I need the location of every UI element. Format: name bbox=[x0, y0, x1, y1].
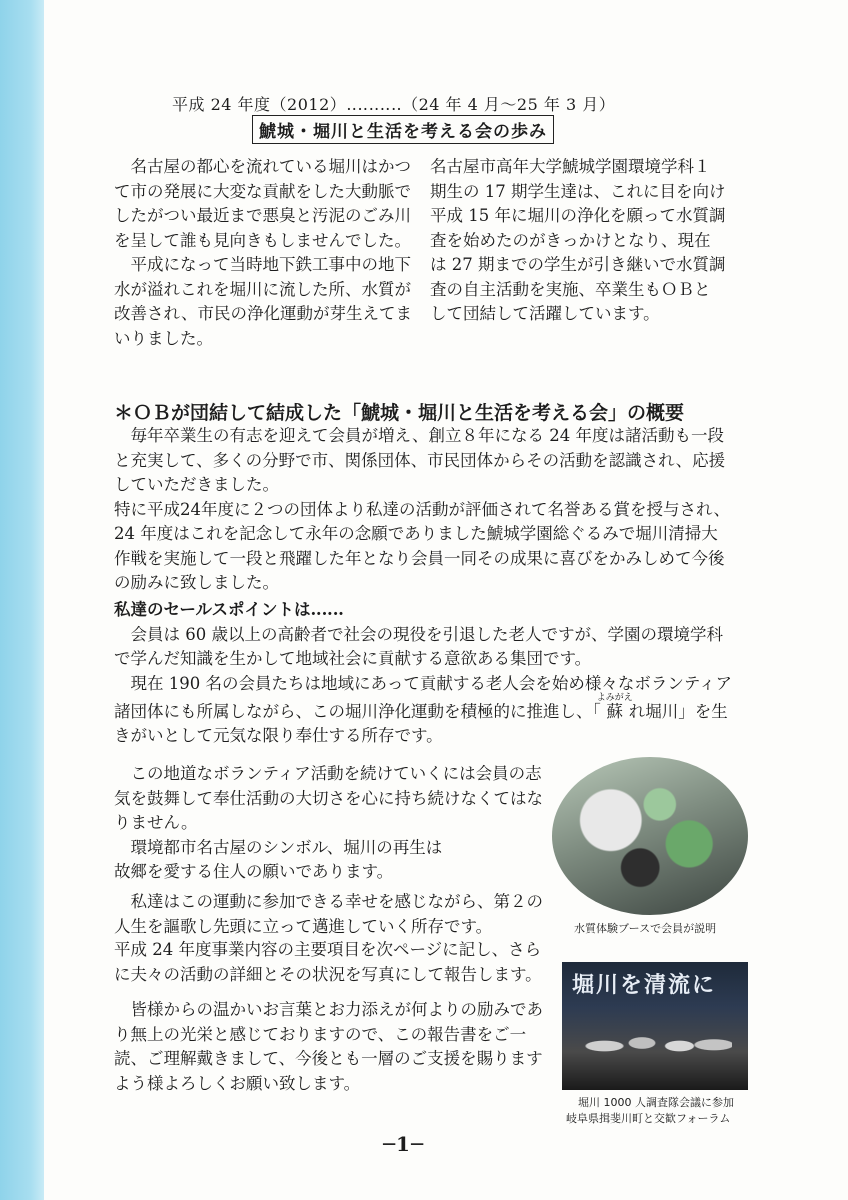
ruby-base: 蘇 bbox=[596, 701, 633, 721]
fiscal-year-line: 平成 24 年度（2012）‥‥‥‥‥（24 年 4 月～25 年 3 月） bbox=[172, 95, 616, 114]
section-body bbox=[114, 424, 732, 596]
page-number: ─1─ bbox=[383, 1132, 424, 1156]
intro-right-column bbox=[430, 155, 726, 327]
circle-photo-caption: 水質体験ブースで会員が説明 bbox=[574, 922, 717, 935]
closing-block-upper bbox=[114, 762, 554, 885]
photo-people bbox=[582, 1022, 732, 1082]
intro-left-paragraph-2: 平成になって当時地下鉄工事中の地下水が溢れこれを堀川に流した所、水質が改善され、市民の浄化運動が芽生えてまいりました。 bbox=[114, 255, 412, 348]
research-team-meeting-photo bbox=[562, 962, 748, 1090]
rect-photo-caption-line-2: 岐阜県揖斐川町と交歓フォーラム bbox=[566, 1112, 731, 1125]
blue-binding-strip bbox=[0, 0, 44, 1200]
ruby-yomigae bbox=[596, 692, 633, 721]
closing-paragraph-3-line-2: 人生を謳歌し先頭に立って邁進していく所存です。 bbox=[114, 916, 493, 936]
closing-block-lower bbox=[114, 998, 554, 1096]
closing-paragraph-3-line-1: 私達はこの運動に参加できる幸せを感じながら、第２の bbox=[130, 892, 543, 911]
ruby-reading: よみがえ bbox=[596, 692, 633, 703]
intro-right-paragraph-1: 名古屋市高年大学鯱城学園環境学科１期生の 17 期学生達は、これに目を向け平成 15 年に堀川の浄化を願って水質調査を始めたのがきっかけとなり、現在は 27 期までの学生が引き継いで水質調査の自主活動を実施、卒業生もＯＢとして団結して活躍しています。 bbox=[430, 157, 726, 323]
section-paragraph-2: 特に平成24年度に２つの団体より私達の活動が評価されて名誉ある賞を授与され、24 年度はこれを記念して永年の念願でありました鯱城学園総ぐるみで堀川清掃大作戦を実施して一段と飛躍した年となり会員一同その成果に喜びをかみしめて今後の励みに致しました。 bbox=[114, 499, 730, 592]
selling-points-paragraph-2 bbox=[114, 672, 732, 749]
intro-left-paragraph-1: 名古屋の都心を流れている堀川はかつて市の発展に大変な貢献をした大動脈でしたがつい最近まで悪臭と汚泥のごみ川を呈して誰も見向きもしませんでした。 bbox=[114, 157, 411, 250]
closing-paragraph-1: この地道なボランティア活動を続けていくには会員の志気を鼓舞して奉仕活動の大切さを心に持ち続けなくてはなりません。 bbox=[114, 764, 543, 832]
selling-points-heading: 私達のセールスポイントは‥‥‥ bbox=[114, 600, 344, 619]
closing-paragraph-2-line-1: 環境都市名古屋のシンボル、堀川の再生は bbox=[130, 837, 443, 857]
water-quality-booth-photo bbox=[552, 757, 748, 915]
section-heading-suffix: の概要 bbox=[627, 402, 685, 424]
closing-paragraph-2-line-2: 故郷を愛する住人の願いであります。 bbox=[114, 862, 394, 881]
rect-photo-caption-line-1: 堀川 1000 人調査隊会議に参加 bbox=[578, 1096, 734, 1109]
photo-banner-text: 堀川を清流に bbox=[572, 973, 717, 998]
section-heading-name: 「鯱城・堀川と生活を考える会」 bbox=[342, 402, 628, 424]
closing-paragraph-4: 平成 24 年度事業内容の主要項目を次ページに記し、さらに夫々の活動の詳細とその状況を写真にして報告します。 bbox=[114, 940, 542, 984]
page-title: 鯱城・堀川と生活を考える会の歩み bbox=[252, 115, 554, 144]
selling-p2-second: れ堀川」を生きがいとして元気な限り奉仕する所存です。 bbox=[114, 701, 728, 745]
selling-points-paragraph-1: 会員は 60 歳以上の高齢者で社会の現役を引退した老人ですが、学園の環境学科で学んだ知識を生かして地域社会に貢献する意欲ある集団です。 bbox=[114, 624, 723, 668]
section-heading bbox=[114, 398, 684, 425]
intro-left-column bbox=[114, 155, 414, 351]
selling-p2-first: 現在 190 名の会員たちは地域にあって貢献する老人会を始め様々なボランティア諸団体にも所属しながら、この堀川浄化運動を積極的に推進し、「 bbox=[114, 673, 732, 721]
selling-points-block bbox=[114, 598, 732, 749]
closing-paragraph-5: 皆様からの温かいお言葉とお力添えが何よりの励みであり無上の光栄と感じておりますので、この報告書をご一読、ご理解戴きまして、今後とも一層のご支援を賜りますよう様よろしくお願い致します。 bbox=[114, 1000, 543, 1093]
closing-block-report bbox=[114, 938, 554, 987]
section-heading-prefix: ＊ＯＢが団結して結成した bbox=[114, 402, 343, 424]
section-paragraph-1: 毎年卒業生の有志を迎えて会員が増え、創立８年になる 24 年度は諸活動も一段と充実して、多くの分野で市、関係団体、市民団体からその活動を認識され、応援していただきました。 bbox=[114, 426, 726, 494]
